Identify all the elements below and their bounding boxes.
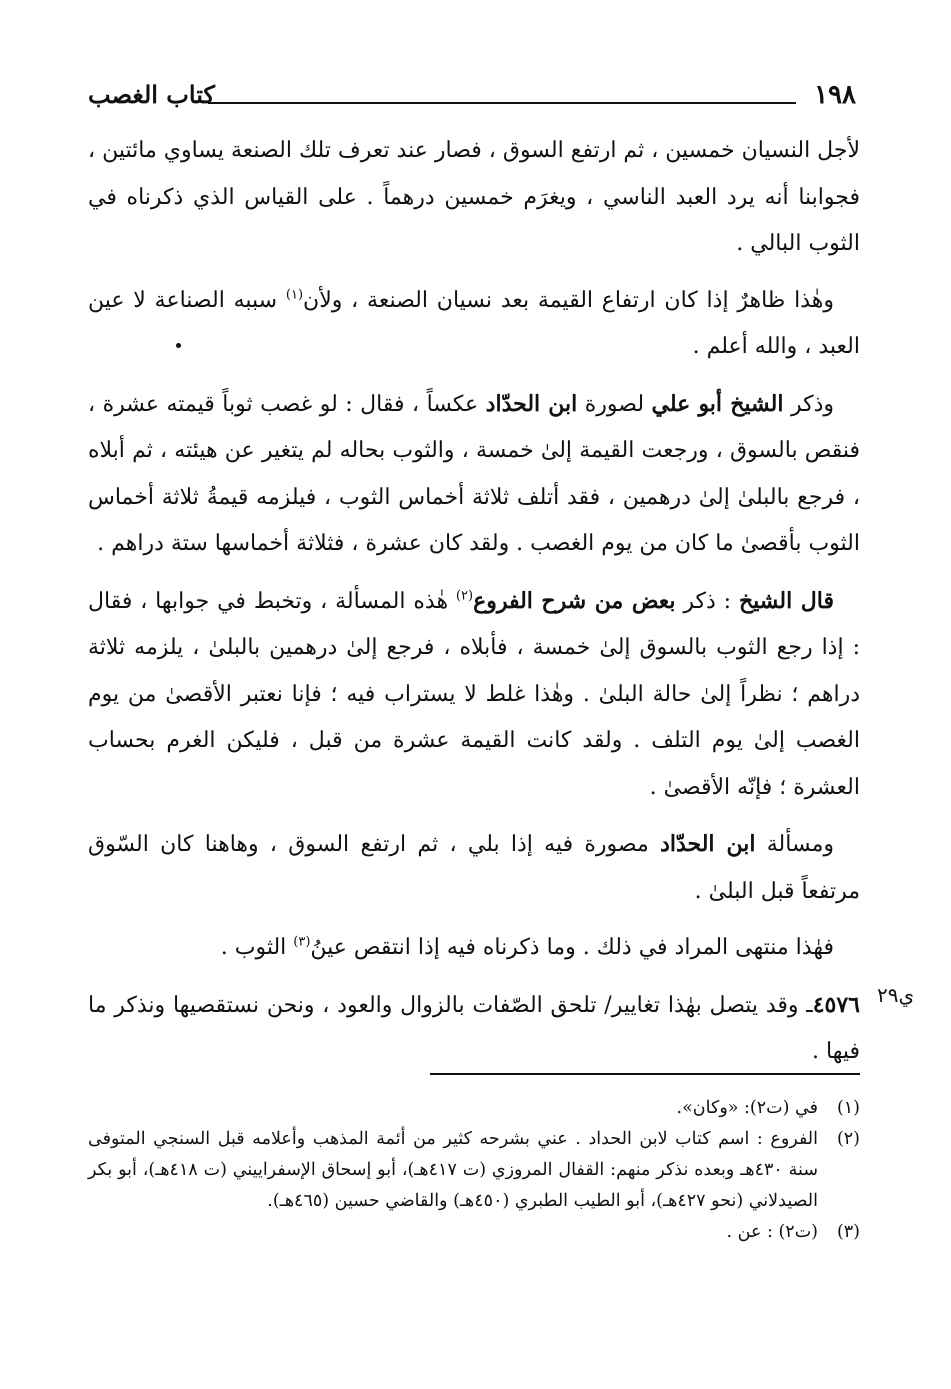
- paragraph-2-text-a: وهٰذا ظاهرٌ إذا كان ارتفاع القيمة بعد نسيان الصنعة ، ولأن: [303, 287, 834, 313]
- paragraph-2-text-b: سببه الصناعة لا عين العبد ، والله أعلم .: [88, 287, 860, 359]
- footnote-text: في (ت٢): «وكان».: [676, 1098, 818, 1118]
- footnote-ref-1[interactable]: (١): [285, 287, 304, 303]
- paragraph-6: [88, 925, 860, 972]
- footnote-ref-2[interactable]: (٢): [455, 588, 474, 604]
- paragraph-3: [88, 381, 860, 568]
- name-abu-ali: الشيخ أبو علي: [651, 390, 784, 417]
- header-rule: [208, 102, 796, 104]
- paragraph-2: [88, 278, 860, 371]
- footnotes: [88, 1093, 860, 1248]
- book-title: كتاب الغصب: [88, 80, 215, 109]
- main-text: [88, 128, 860, 1086]
- paragraph-3-text-d: عكساً ، فقال : لو غصب ثوباً قيمته عشرة ، فنقص بالسوق ، ورجعت القيمة إلىٰ خمسة ، والثوب بحاله لم يتغير عن هيئته ، ثم أبلاه ، فرجع بالبلىٰ إلىٰ درهمين ، فقد أتلف ثلاثة أخماس الثوب ، فيلزمه قيمةُ ثلاثة أخماس الثوب بأقصىٰ ما كان من يوم الغصب . ولقد كان عشرة ، فثلاثة أخماسها ستة دراهم .: [88, 391, 860, 556]
- paragraph-7: [88, 982, 860, 1076]
- paragraph-4: [88, 578, 860, 812]
- paragraph-3-text-a: وذكر: [783, 391, 834, 417]
- running-header: [88, 80, 856, 114]
- paragraph-4-text-c: هٰذه المسألة ، وتخبط في جوابها ، فقال : إذا رجع الثوب بالسوق إلىٰ خمسة ، فأبلاه ، فرجع إلىٰ درهمين بالبلىٰ ، يلزمه ثلاثة دراهم ؛ نظراً إلىٰ حالة البلىٰ . وهٰذا غلط لا يستراب فيه ؛ فإنا نعتبر الأقصىٰ من يوم الغصب إلىٰ يوم التلف . ولقد كانت القيمة عشرة من قبل ، فليكن الغرم بحساب العشرة ؛ فإنّه الأقصىٰ .: [88, 588, 860, 800]
- paragraph-1: لأجل النسيان خمسين ، ثم ارتفع السوق ، فصار عند تعرف تلك الصنعة يساوي مائتين ، فجوابنا أنه يرد العبد الناسي ، ويغرَم خمسين درهماً . على القياس الذي ذكرناه في الثوب البالي .: [88, 138, 860, 256]
- footnote-ref-3[interactable]: (٣): [293, 934, 311, 950]
- manuscript-folio-note: ي٢٩: [877, 983, 915, 1007]
- paragraph-6-text-b: الثوب .: [220, 935, 294, 960]
- paragraph-7-text: ـ وقد يتصل بهٰذا تغايير/ تلحق الصّفات بالزوال والعود ، ونحن نستقصيها ونذكر ما فيها .: [88, 992, 860, 1064]
- paragraph-6-text-a: فهٰذا منتهى المراد في ذلك . وما ذكرناه فيه إذا انتقص عينُ: [310, 935, 834, 960]
- footnote-text: (ت٢) : عن .: [726, 1222, 818, 1242]
- stray-dot: [176, 343, 181, 348]
- paragraph-3-text-c: لصورة: [577, 391, 652, 417]
- section-number: ٤٥٧٦: [812, 991, 860, 1018]
- name-ibn-al-haddad-2: ابن الحدّاد: [660, 831, 756, 857]
- footnote-text: الفروع : اسم كتاب لابن الحداد . عني بشرحه كثير من أئمة المذهب وأعلامه قبل السنجي المتوفى سنة ٤٣٠هـ وبعده نذكر منهم: القفال المروزي (ت ٤١٧هـ)، أبو إسحاق الإسفراييني (ت ٤١٨هـ)، أبو بكر الصيدلاني (نحو ٤٢٧هـ)، أبو الطيب الطبري (٤٥٠هـ) والقاضي حسين (٤٦٥هـ).: [88, 1129, 818, 1211]
- name-sharh-al-furu: بعض من شرح الفروع: [473, 587, 676, 614]
- paragraph-5: [88, 821, 860, 915]
- paragraph-4-text-a: : ذكر: [675, 588, 739, 614]
- footnote-separator: [430, 1073, 860, 1075]
- footnote-2: [88, 1124, 860, 1217]
- footnote-number: (١): [836, 1098, 860, 1118]
- paragraph-5-text-a: ومسألة: [755, 832, 834, 857]
- page-number: ١٩٨: [814, 80, 856, 110]
- name-ibn-al-haddad: ابن الحدّاد: [485, 390, 578, 417]
- footnote-number: (٢): [836, 1129, 860, 1149]
- footnote-3: [88, 1217, 860, 1248]
- name-al-shaykh: قال الشيخ: [738, 587, 834, 614]
- footnote-1: [88, 1093, 860, 1124]
- footnote-number: (٣): [836, 1222, 860, 1242]
- paragraph-5-text-c: مصورة فيه إذا بلي ، ثم ارتفع السوق ، وهاهنا كان السّوق مرتفعاً قبل البلىٰ .: [88, 832, 860, 904]
